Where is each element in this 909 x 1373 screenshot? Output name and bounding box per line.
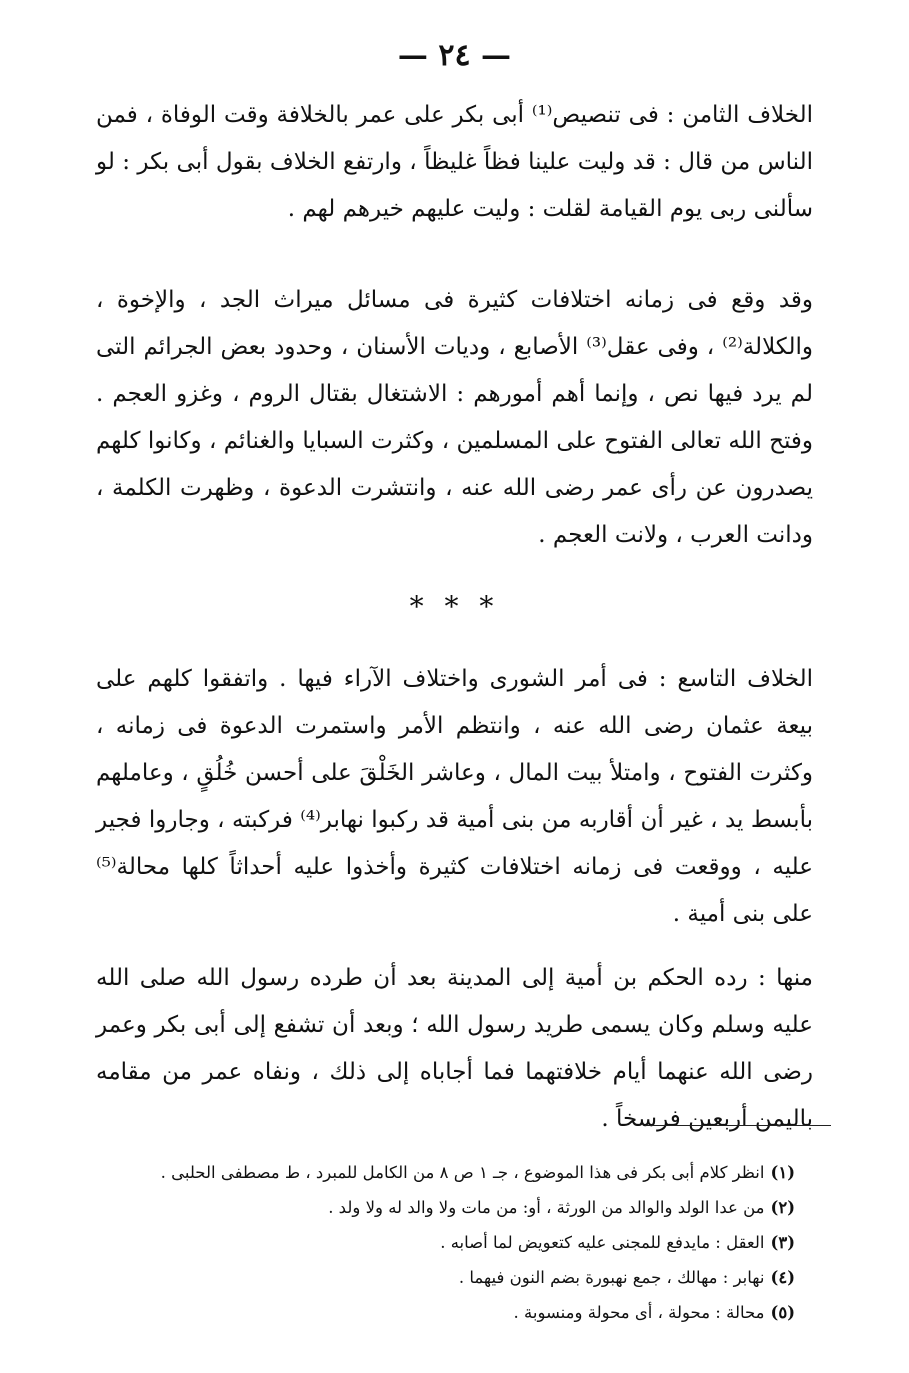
paragraph-hakam-return: منها : رده الحكم بن أمية إلى المدينة بعد أن طرده رسول الله صلى الله عليه وسلم وكان يسمى طريد رسول الله ؛ وبعد أن تشفع إلى أبى بكر وعمر رضى الله عنهما أيام خلافتهما فما أجاباه إلى ذلك ، ونفاه عمر من مقامه باليمن أربعين فرسخاً .: [96, 965, 813, 1132]
footnote-number: (٢): [770, 1198, 795, 1217]
main-text-block-2: [96, 656, 813, 938]
page-number: — ٢٤ —: [397, 38, 512, 73]
footnote-text: من عدا الولد والوالد من الورثة ، أو: من مات ولا والد له ولا ولد .: [328, 1198, 765, 1217]
footnote-text: نهابر : مهالك ، جمع نهبورة بضم النون فيهما .: [458, 1268, 765, 1287]
footnote-item: [96, 1295, 795, 1330]
footnote-item: [96, 1155, 795, 1190]
footnote-number: (٣): [770, 1233, 795, 1252]
paragraph-umar-era-disputes: وقد وقع فى زمانه اختلافات كثيرة فى مسائل ميراث الجد ، والإخوة ، والكلالة⁽²⁾ ، وفى عقل⁽³⁾ الأصابع ، وديات الأسنان ، وحدود بعض الجرائم التى لم يرد فيها نص ، وإنما أهم أمورهم : الاشتغال بقتال الروم ، وغزو العجم . وفتح الله تعالى الفتوح على المسلمين ، وكثرت السبايا والغنائم ، وكانوا كلهم يصدرون عن رأى عمر رضى الله عنه ، وانتشرت الدعوة ، وظهرت الكلمة ، ودانت العرب ، ولانت العجم .: [96, 287, 813, 548]
footnote-divider: [645, 1125, 831, 1126]
paragraph-eighth-dispute: الخلاف الثامن : فى تنصيص⁽¹⁾ أبى بكر على عمر بالخلافة وقت الوفاة ، فمن الناس من قال : قد وليت علينا فظاً غليظاً ، وارتفع الخلاف بقول أبى بكر : لو سألنى ربى يوم القيامة لقلت : وليت عليهم خيرهم لهم .: [96, 102, 814, 222]
footnote-text: انظر كلام أبى بكر فى هذا الموضوع ، جـ ١ ص ٨ من الكامل للمبرد ، ط مصطفى الحلبى .: [160, 1163, 765, 1182]
footnote-number: (٤): [770, 1268, 795, 1287]
section-separator: * * *: [409, 590, 500, 623]
main-text-block-1: [96, 92, 813, 559]
footnote-item: [96, 1225, 795, 1260]
footnote-item: [96, 1260, 795, 1295]
footnote-text: العقل : مايدفع للمجنى عليه كتعويض لما أصابه .: [440, 1233, 765, 1252]
paragraph-ninth-dispute: الخلاف التاسع : فى أمر الشورى واختلاف الآراء فيها . واتفقوا كلهم على بيعة عثمان رضى الله عنه ، وانتظم الأمر واستمرت الدعوة فى زمانه ، وكثرت الفتوح ، وامتلأ بيت المال ، وعاشر الخَلْقَ على أحسن خُلُقٍ ، وعاملهم بأبسط يد ، غير أن أقاربه من بنى أمية قد ركبوا نهابر⁽⁴⁾ فركبته ، وجاروا فجير عليه ، ووقعت فى زمانه اختلافات كثيرة وأخذوا عليه أحداثاً كلها محالة⁽⁵⁾ على بنى أمية .: [96, 666, 813, 927]
footnotes: [96, 1155, 795, 1330]
footnote-item: [96, 1190, 795, 1225]
main-text-block-3: [96, 955, 813, 1143]
footnote-number: (٥): [770, 1303, 795, 1322]
footnote-text: محالة : محولة ، أى محولة ومنسوبة .: [513, 1303, 765, 1322]
footnote-number: (١): [770, 1163, 795, 1182]
